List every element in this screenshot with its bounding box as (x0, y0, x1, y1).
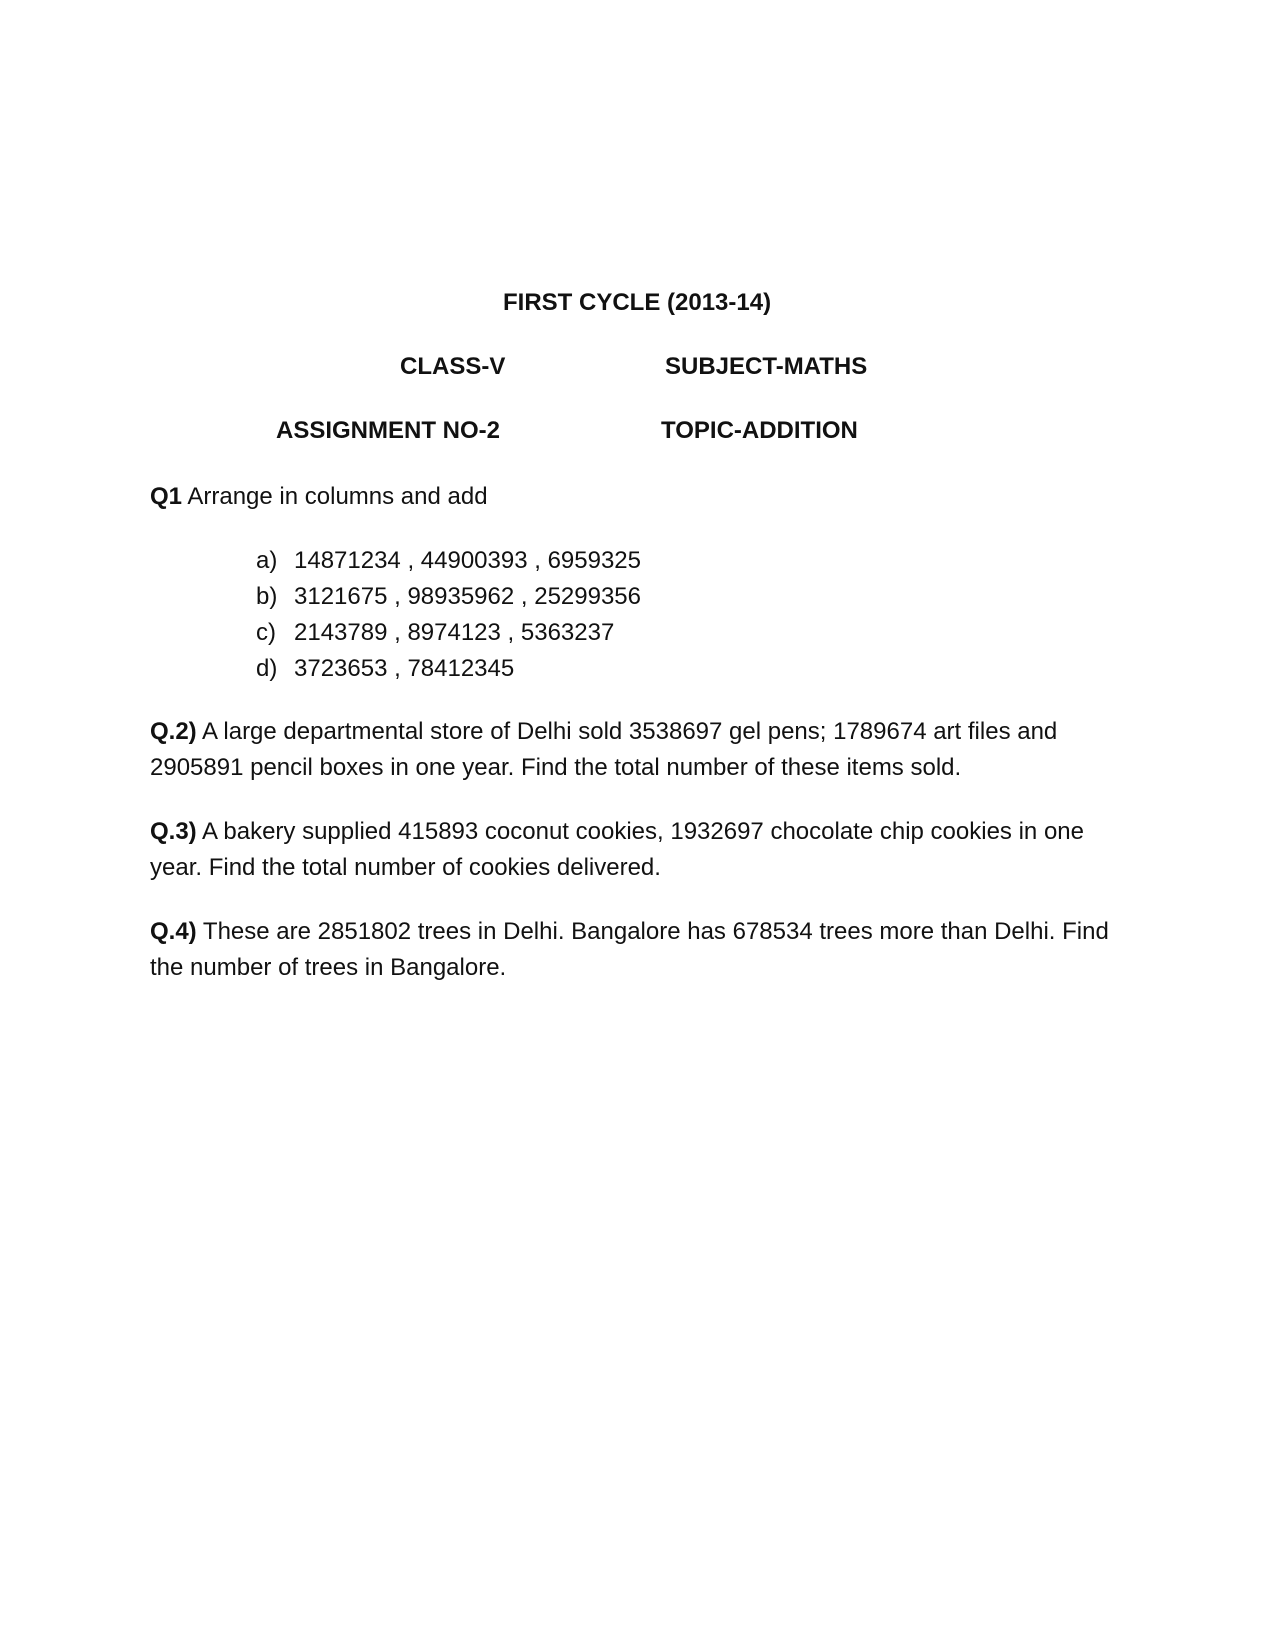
assignment-label: ASSIGNMENT NO-2 (276, 417, 501, 444)
list-item-letter: c) (256, 619, 276, 646)
list-item-letter: d) (256, 655, 278, 682)
page-title: FIRST CYCLE (2013-14) (503, 289, 772, 316)
list-item-value: 14871234 , 44900393 , 6959325 (294, 547, 642, 574)
list-item-value: 3121675 , 98935962 , 25299356 (294, 583, 642, 610)
subject-label: SUBJECT-MATHS (665, 353, 868, 380)
question-4 (150, 914, 1130, 986)
question-2-text: A large departmental store of Delhi sold 3538697 gel pens; 1789674 art files and 2905891 pencil boxes in one year. Find the total number of these items sold. (150, 718, 1058, 781)
question-2 (150, 714, 1130, 786)
question-1 (150, 480, 488, 514)
question-4-text: These are 2851802 trees in Delhi. Bangalore has 678534 trees more than Delhi. Find the number of trees in Bangalore. (150, 918, 1109, 981)
question-1-list (256, 543, 641, 687)
class-label: CLASS-V (400, 353, 506, 380)
question-1-text: Arrange in columns and add (182, 483, 488, 510)
list-item (256, 615, 641, 651)
question-3-number: Q.3) (150, 818, 197, 845)
question-4-number: Q.4) (150, 918, 197, 945)
list-item-letter: a) (256, 547, 278, 574)
list-item (256, 543, 641, 579)
question-3 (150, 814, 1130, 886)
list-item (256, 579, 641, 615)
list-item-value: 2143789 , 8974123 , 5363237 (294, 619, 615, 646)
question-2-number: Q.2) (150, 718, 197, 745)
list-item-value: 3723653 , 78412345 (294, 655, 515, 682)
list-item-letter: b) (256, 583, 278, 610)
topic-label: TOPIC-ADDITION (661, 417, 858, 444)
question-3-text: A bakery supplied 415893 coconut cookies, 1932697 chocolate chip cookies in one year. Find the total number of cookies delivered. (150, 818, 1084, 881)
question-1-number: Q1 (150, 483, 183, 510)
list-item (256, 651, 641, 687)
